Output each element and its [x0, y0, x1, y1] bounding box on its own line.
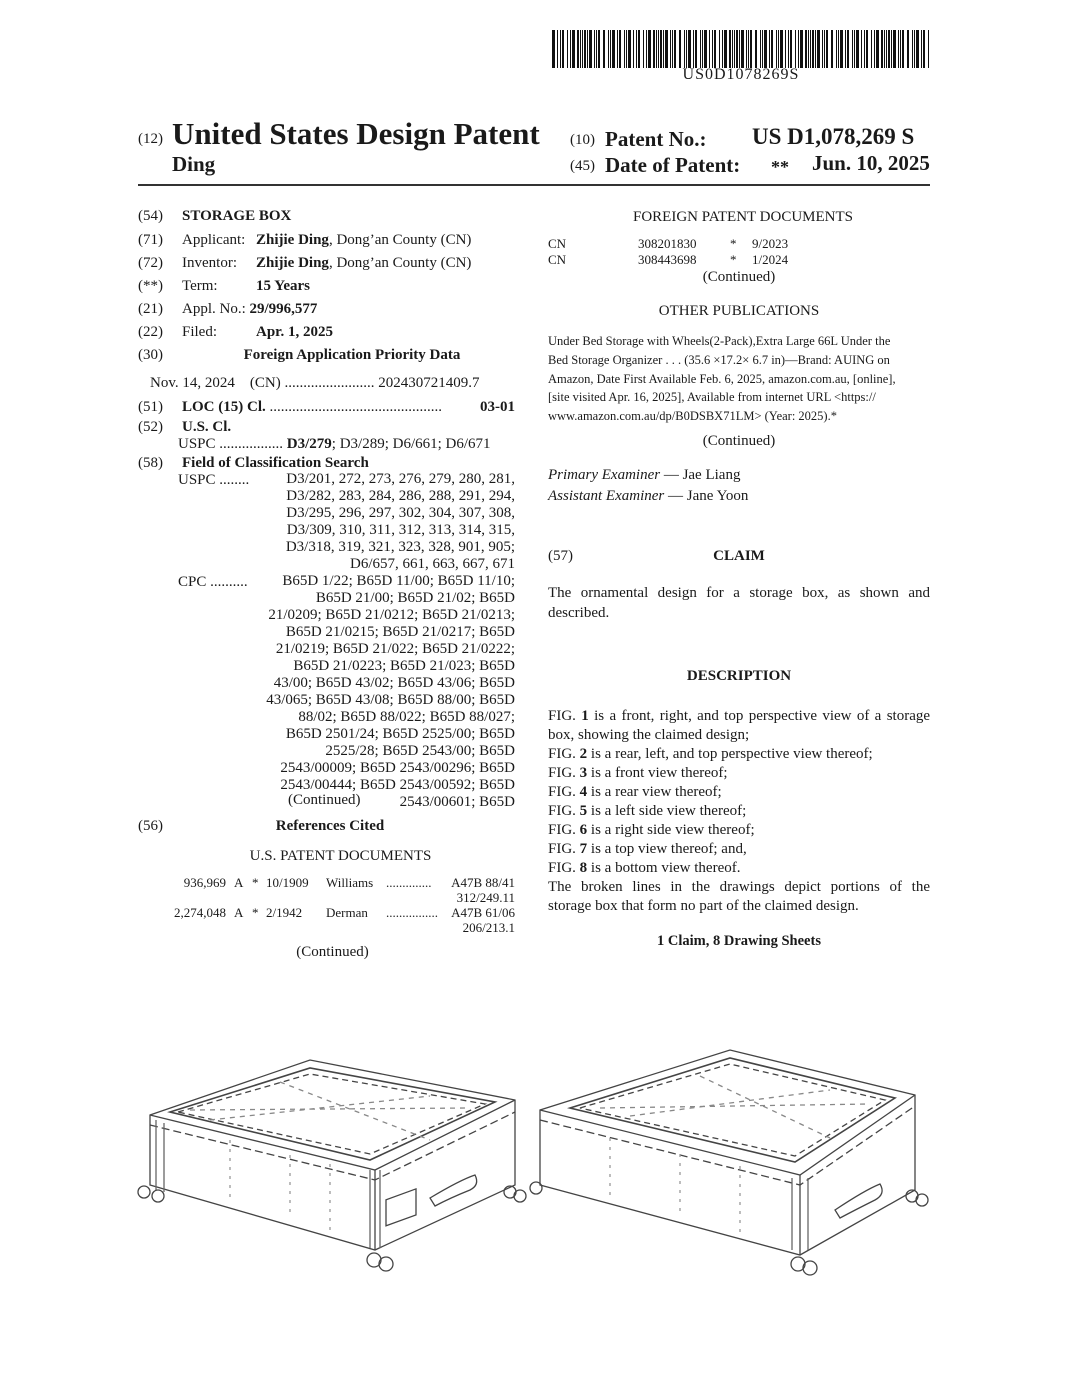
barcode-bar	[928, 30, 929, 68]
bibliographic-column	[138, 207, 523, 963]
claim-text	[548, 583, 930, 623]
barcode-bar	[764, 30, 767, 68]
barcode-bar	[785, 30, 786, 68]
barcode-bar	[736, 30, 738, 68]
barcode-bar	[824, 30, 825, 68]
barcode-bar	[648, 30, 651, 68]
inventor-name: Zhijie Ding	[256, 255, 329, 271]
barcode-bar	[788, 30, 789, 68]
description-line	[548, 802, 930, 821]
barcode-bar	[719, 30, 720, 68]
barcode-bar	[840, 30, 843, 68]
us-doc-field: 936,969	[183, 875, 226, 890]
barcode-bar	[567, 30, 568, 68]
barcode-bar	[856, 30, 859, 68]
barcode-bar	[748, 30, 749, 68]
barcode-bar	[688, 30, 691, 68]
drawing-sheets-note: 1 Claim, 8 Drawing Sheets	[657, 932, 821, 949]
us-doc-field: A47B 61/06	[451, 905, 515, 920]
cpc-class-line: 43/00; B65D 43/02; B65D 43/06; B65D	[273, 675, 515, 691]
us-doc-row	[138, 875, 523, 905]
barcode-bar	[808, 30, 809, 68]
foreign-docs-list	[548, 236, 930, 268]
date-of-patent-label: Date of Patent:	[605, 153, 741, 177]
code-12: (12)	[138, 131, 163, 147]
us-doc-field: 2,274,048	[174, 905, 226, 920]
us-doc-field: *	[252, 905, 259, 920]
field-uspc-block: USPC ........ D3/201, 272, 273, 276, 279, 280, 281, D3/282, 283, 284, 286, 288, 291, 294, D3/295, 296, 297, 302, 304, 307, 308, D3/309, 310, 311, 312, 313, 314, 315, D3/318, 319, 321, 323, 328, 901, 905; D6/657, 661, 663, 667, 671	[178, 471, 515, 572]
figure-number: 1	[581, 707, 589, 724]
filed-date: Apr. 1, 2025	[256, 324, 333, 340]
barcode-bar	[812, 30, 814, 68]
barcode-bar	[638, 30, 640, 68]
barcode-bar	[608, 30, 609, 68]
other-publications-heading: OTHER PUBLICATIONS	[658, 303, 820, 319]
barcode-bar	[838, 30, 839, 68]
inventor-row: (72) Inventor: Zhijie Ding, Dong’an County (CN)	[138, 255, 472, 271]
barcode-bar	[660, 30, 662, 68]
loc-row: (51) LOC (15) Cl. .............................................. 03-01	[138, 399, 515, 415]
storage-box-figure-right	[530, 1050, 928, 1275]
uspc-class-line: D3/318, 319, 321, 323, 328, 901, 905;	[285, 539, 515, 555]
cpc-class-line: B65D 2501/24; B65D 2525/00; B65D	[285, 726, 515, 742]
barcode-bar	[888, 30, 890, 68]
claim-line: The ornamental design for a storage box, as shown and	[548, 584, 930, 601]
barcode-bar	[580, 30, 581, 68]
description-line	[548, 859, 930, 878]
barcode-bar	[750, 30, 752, 68]
description-line	[548, 745, 930, 764]
claim-line: described.	[548, 604, 610, 621]
barcode-bar	[570, 30, 571, 68]
cpc-class-line: B65D 21/00; B65D 21/02; B65D	[315, 590, 515, 606]
field-cpc-lines	[266, 573, 515, 811]
description-text-part: FIG.	[548, 821, 580, 838]
barcode-bar	[646, 30, 647, 68]
barcode-bar	[907, 30, 909, 68]
barcode-bar	[670, 30, 671, 68]
barcode-bar	[603, 30, 605, 68]
us-doc-subclass: 312/249.11	[456, 890, 515, 905]
foreign-doc-field: 308201830	[638, 236, 697, 251]
barcode-bar	[674, 30, 676, 68]
appl-row: (21) Appl. No.: 29/996,577	[138, 301, 318, 317]
barcode-bar	[891, 30, 892, 68]
other-publications-text	[548, 332, 930, 426]
description-text-part: FIG.	[548, 859, 580, 876]
barcode-bar	[624, 30, 625, 68]
term-row: (**) Term: 15 Years	[138, 278, 311, 294]
barcode-bar	[700, 30, 701, 68]
other-publication-line: [site visited Apr. 16, 2025], Available from internet URL <https://	[548, 390, 876, 405]
us-doc-field: *	[252, 875, 259, 890]
barcode-bar	[684, 30, 685, 68]
cpc-class-line: 21/0209; B65D 21/0212; B65D 21/0213;	[268, 607, 515, 623]
description-text-part: storage box that form no part of the claimed design.	[548, 897, 859, 914]
us-doc-field: A	[234, 905, 244, 920]
description-text	[548, 707, 930, 916]
design-drawings	[130, 1020, 930, 1310]
cpc-class-line: 21/0219; B65D 21/022; B65D 21/0222;	[275, 641, 515, 657]
barcode-bar	[790, 30, 792, 68]
barcode-bar	[653, 30, 655, 68]
barcode-bar	[876, 30, 879, 68]
description-line	[548, 840, 930, 859]
barcode-bar	[702, 30, 703, 68]
us-doc-field: 10/1909	[266, 875, 309, 890]
cpc-class-line: B65D 21/0223; B65D 21/023; B65D	[293, 658, 515, 674]
barcode-bar	[582, 30, 583, 68]
barcode-bar	[881, 30, 883, 68]
us-doc-field: A47B 88/41	[451, 875, 515, 890]
other-publication-line: Under Bed Storage with Wheels(2-Pack),Extra Large 66L Under the	[548, 334, 891, 348]
description-text-part: is a rear, left, and top perspective view thereof;	[587, 745, 873, 762]
priority-row: Nov. 14, 2024 (CN) ........................ 202430721409.7	[150, 375, 480, 391]
barcode-bar	[864, 30, 865, 68]
invention-title: STORAGE BOX	[182, 208, 292, 224]
barcode-bar	[771, 30, 773, 68]
figure-number: 7	[579, 840, 588, 857]
barcode-bar	[847, 30, 849, 68]
barcode-bar	[805, 30, 807, 68]
barcode-bar	[778, 30, 779, 68]
barcode-bar	[836, 30, 837, 68]
cpc-class-line: B65D 21/0215; B65D 21/0217; B65D	[285, 624, 515, 640]
foreign-doc-field: 308443698	[638, 252, 697, 267]
barcode-bar	[755, 30, 757, 68]
refs-heading-row: (56) References Cited	[138, 818, 385, 834]
figure-number: 2	[579, 745, 588, 762]
barcode-bar	[626, 30, 627, 68]
foreign-doc-field: 1/2024	[752, 252, 789, 267]
figure-number: 3	[579, 764, 588, 781]
barcode-bar	[557, 30, 558, 68]
barcode-bar	[598, 30, 600, 68]
description-text-part: FIG.	[548, 840, 580, 857]
barcode-bar	[628, 30, 631, 68]
barcode-bar	[714, 30, 716, 68]
other-publication-line: www.amazon.com.au/dp/B0DSBX71LM> (Year: 2025).*	[548, 409, 837, 423]
foreign-doc-row	[548, 252, 930, 268]
description-line	[548, 726, 930, 745]
barcode-bar	[686, 30, 687, 68]
term-value: 15 Years	[256, 278, 311, 294]
barcode-bar	[589, 30, 592, 68]
description-text-part: FIG.	[548, 764, 580, 781]
description-line	[548, 897, 930, 916]
us-doc-subclass: 206/213.1	[462, 920, 515, 935]
uspc-class-line: D3/295, 296, 297, 302, 304, 307, 308,	[286, 505, 515, 521]
description-heading: DESCRIPTION	[686, 667, 792, 684]
barcode-bar	[893, 30, 896, 68]
barcode-bar	[704, 30, 707, 68]
barcode	[552, 30, 930, 68]
figure-number: 6	[579, 821, 588, 838]
barcode-bar	[577, 30, 579, 68]
barcode-bar	[912, 30, 913, 68]
barcode-bar	[884, 30, 885, 68]
barcode-bar	[679, 30, 681, 68]
barcode-bar	[902, 30, 904, 68]
barcode-bar	[643, 30, 644, 68]
uspc-class-line: D3/309, 310, 311, 312, 313, 314, 315,	[286, 522, 515, 538]
description-text-part: The broken lines in the drawings depict portions of the	[548, 878, 930, 895]
barcode-bar	[886, 30, 887, 68]
field-heading-row: (58) Field of Classification Search	[138, 455, 369, 471]
claim-heading-row: (57) CLAIM	[548, 547, 930, 583]
description-text-part: is a rear view thereof;	[587, 783, 722, 800]
barcode-bar	[854, 30, 855, 68]
barcode-bar	[760, 30, 761, 68]
description-text-part: FIG.	[548, 745, 580, 762]
uspc-class-line: D6/657, 661, 663, 667, 671	[350, 556, 515, 572]
barcode-bar	[695, 30, 697, 68]
barcode-bar	[845, 30, 846, 68]
barcode-bar	[665, 30, 668, 68]
patent-number: US D1,078,269 S	[752, 124, 915, 149]
barcode-bar	[610, 30, 611, 68]
foreign-doc-field: CN	[548, 236, 567, 251]
barcode-bar	[560, 30, 561, 68]
barcode-bar	[594, 30, 595, 68]
cpc-class-line: 43/065; B65D 43/08; B65D 88/00; B65D	[266, 692, 515, 708]
barcode-bar	[693, 30, 694, 68]
foreign-doc-field: 9/2023	[752, 236, 789, 251]
description-text-part: is a top view thereof; and,	[587, 840, 747, 857]
barcode-bar	[800, 30, 803, 68]
patent-type-title: United States Design Patent	[172, 116, 540, 151]
applicant-name: Zhijie Ding	[256, 232, 329, 248]
description-line	[548, 821, 930, 840]
description-line	[548, 764, 930, 783]
other-publication-line: Amazon, Date First Available Feb. 6, 2025, amazon.com.au, [online],	[548, 371, 896, 386]
barcode-bar	[900, 30, 901, 68]
patent-date: Jun. 10, 2025	[812, 151, 930, 175]
barcode-bar	[732, 30, 733, 68]
uspc-class-line: D3/282, 283, 284, 286, 288, 291, 294,	[286, 488, 515, 504]
barcode-bar	[739, 30, 740, 68]
cpc-class-line: 88/02; B65D 88/022; B65D 88/027;	[298, 709, 515, 725]
barcode-bar	[769, 30, 770, 68]
us-doc-field: ................	[386, 905, 438, 920]
barcode-bar	[612, 30, 615, 68]
filed-row: (22) Filed: Apr. 1, 2025	[138, 324, 333, 340]
other-continued: (Continued)	[702, 432, 776, 449]
description-text-part: is a left side view thereof;	[587, 802, 747, 819]
barcode-bar	[762, 30, 763, 68]
title-row: (54) STORAGE BOX	[138, 208, 292, 224]
figure-number: 4	[579, 783, 588, 800]
barcode-bar	[874, 30, 875, 68]
barcode-bar	[734, 30, 735, 68]
us-docs-list	[138, 875, 523, 935]
barcode-bar	[914, 30, 915, 68]
code-45: (45)	[570, 158, 595, 174]
barcode-bar	[656, 30, 657, 68]
barcode-bar	[562, 30, 564, 68]
barcode-bar	[663, 30, 664, 68]
description-text-part: is a right side view thereof;	[587, 821, 755, 838]
barcode-bar	[746, 30, 747, 68]
us-doc-field: Williams	[326, 875, 374, 890]
storage-box-figure-left	[138, 1060, 526, 1271]
us-doc-field: 2/1942	[266, 905, 303, 920]
us-doc-field: A	[234, 875, 244, 890]
foreign-doc-field: *	[730, 236, 737, 251]
barcode-bar	[916, 30, 919, 68]
description-line	[548, 783, 930, 802]
figure-number: 8	[579, 859, 588, 876]
uscl-row: (52) U.S. Cl.	[138, 419, 232, 435]
foreign-docs-heading: FOREIGN PATENT DOCUMENTS	[632, 209, 854, 225]
code-10: (10)	[570, 132, 595, 148]
barcode-bar	[826, 30, 828, 68]
barcode-bar	[596, 30, 597, 68]
barcode-bar	[672, 30, 673, 68]
description-text-part: is a front view thereof;	[587, 764, 728, 781]
uspc-class-line: D3/201, 272, 273, 276, 279, 280, 281,	[286, 471, 515, 487]
barcode-bar	[831, 30, 833, 68]
us-docs-heading: U.S. PATENT DOCUMENTS	[249, 848, 432, 864]
patent-no-label: Patent No.:	[605, 127, 707, 151]
header-rule	[138, 184, 930, 186]
barcode-bar	[552, 30, 555, 68]
description-text-part: FIG.	[548, 783, 580, 800]
description-text-part: box, showing the claimed design;	[548, 726, 750, 743]
barcode-bar	[722, 30, 723, 68]
barcode-bar	[619, 30, 621, 68]
primary-examiner: Primary Examiner — Jae Liang	[548, 466, 741, 483]
assistant-examiner: Assistant Examiner — Jane Yoon	[548, 487, 749, 504]
date-marker: **	[771, 157, 789, 177]
us-doc-field: ..............	[386, 875, 432, 890]
barcode-bar	[871, 30, 872, 68]
barcode-bar	[617, 30, 618, 68]
inventor-surname: Ding	[172, 152, 216, 176]
us-doc-field: Derman	[326, 905, 368, 920]
field-cpc-block: CPC .......... B65D 1/22; B65D 11/00; B65D 11/10; B65D 21/00; B65D 21/02; B65D 21/0209; B65D 21/0212; B65D 21/0213; B65D 21/0215; B65D 21/0217; B65D 21/0219; B65D 21/022; B65D 21/0222; B65D 21/0223; B65D 21/023; B65D 43/00; B65D 43/02; B65D 43/06; B65D 43/065; B65D 43/08; B65D 88/00; B65D 88/02; B65D 88/022; B65D 88/027; B65D 2501/24; B65D 2525/00; B65D 2525/28; B65D 2543/00; B65D 2543/00009; B65D 2543/00296; B65D 2543/00444; B65D 2543/00592; B65D 2543/00601; B65D (Continued)	[178, 573, 515, 810]
barcode-bar	[780, 30, 783, 68]
barcode-bar	[798, 30, 799, 68]
cpc-class-line: B65D 1/22; B65D 11/00; B65D 11/10;	[282, 573, 515, 589]
barcode-bar	[636, 30, 637, 68]
barcode-bar	[776, 30, 777, 68]
applicant-row: (71) Applicant: Zhijie Ding, Dong’an County (CN)	[138, 232, 472, 248]
foreign-continued: (Continued)	[702, 269, 776, 285]
description-text-part: FIG.	[548, 802, 580, 819]
foreign-doc-row	[548, 236, 930, 252]
description-text-part: is a front, right, and top perspective view of a storage	[588, 707, 931, 724]
barcode-bar	[852, 30, 853, 68]
right-column	[548, 208, 930, 950]
barcode-bar	[898, 30, 899, 68]
barcode-bar	[810, 30, 811, 68]
appl-number: 29/996,577	[249, 301, 318, 317]
barcode-bar	[709, 30, 710, 68]
barcode-bar	[741, 30, 744, 68]
barcode-bar	[921, 30, 922, 68]
description-line	[548, 878, 930, 897]
barcode-bar	[712, 30, 713, 68]
barcode-bar	[584, 30, 586, 68]
description-line	[548, 707, 930, 726]
barcode-bar	[866, 30, 868, 68]
figure-number: 5	[579, 802, 588, 819]
other-publication-line: Bed Storage Organizer . . . (35.6 ×17.2× 6.7 in)—Brand: AUING on	[548, 352, 890, 367]
cpc-class-line: 2543/00601; B65D	[399, 794, 515, 810]
field-continued: (Continued)	[288, 792, 361, 808]
barcode-bar	[729, 30, 731, 68]
barcode-bar	[587, 30, 588, 68]
barcode-bar	[572, 30, 575, 68]
priority-heading-row: (30) Foreign Application Priority Data	[138, 347, 461, 363]
barcode-bar	[815, 30, 816, 68]
barcode-bar	[633, 30, 634, 68]
cpc-class-line: 2543/00009; B65D 2543/00296; B65D	[280, 760, 515, 776]
description-text-part: FIG.	[548, 707, 582, 724]
description-text-part: is a bottom view thereof.	[587, 859, 741, 876]
barcode-bar	[724, 30, 727, 68]
barcode-bar	[861, 30, 862, 68]
field-uspc-lines	[286, 471, 515, 573]
us-doc-row	[138, 905, 523, 935]
refs-continued: (Continued)	[296, 944, 369, 960]
barcode-bar	[795, 30, 796, 68]
foreign-doc-field: CN	[548, 252, 567, 267]
cpc-class-line: 2543/00444; B65D 2543/00592; B65D	[280, 777, 515, 793]
foreign-doc-field: *	[730, 252, 737, 267]
cpc-class-line: 2525/28; B65D 2543/00; B65D	[325, 743, 515, 759]
barcode-number: US0D1078269S	[682, 66, 800, 83]
uspc-row: USPC ................. D3/279; D3/289; D6/661; D6/671	[178, 436, 491, 452]
claim-heading: CLAIM	[713, 547, 765, 564]
barcode-bar	[817, 30, 820, 68]
barcode-bar	[822, 30, 823, 68]
barcode-bar	[923, 30, 925, 68]
barcode-bar	[658, 30, 659, 68]
